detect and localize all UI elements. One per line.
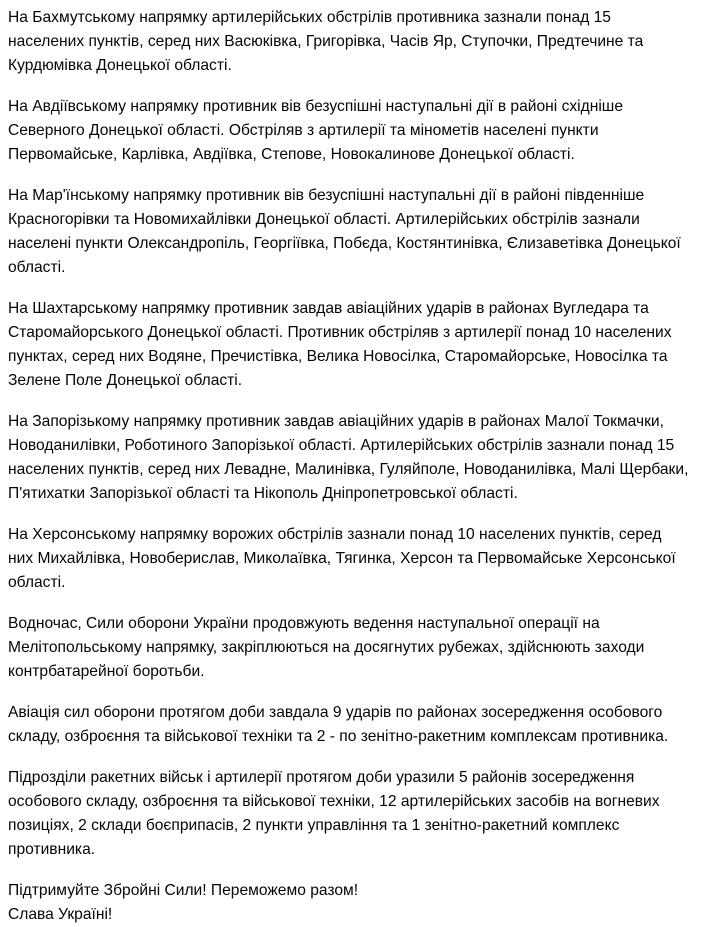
text-line: населених пунктів, серед них Васюківка, Григорівка, Часів Яр, Ступочки, Предтечине та — [8, 33, 644, 50]
text-line: складу, озброєння та військової техніки та 2 - по зенітно-ракетним комплексам противника. — [8, 728, 669, 745]
paragraph-marinka — [8, 184, 697, 280]
text-line: На Бахмутському напрямку артилерійських обстрілів противника зазнали понад 15 — [8, 9, 611, 26]
text-line: противника. — [8, 841, 96, 858]
text-line: пунктах, серед них Водяне, Пречистівка, Велика Новосілка, Старомайорське, Новосілка та — [8, 348, 668, 365]
text-line: них Михайлівка, Новоберислав, Миколаївка, Тягинка, Херсон та Первомайське Херсонської — [8, 550, 676, 567]
text-line: Авіація сил оборони протягом доби завдала 9 ударів по районах зосередження особового — [8, 704, 663, 721]
paragraph-aviation — [8, 701, 697, 749]
text-line: області. — [8, 259, 66, 276]
text-line: Новоданилівки, Роботиного Запорізької області. Артилерійських обстрілів зазнали понад 15 — [8, 437, 675, 454]
text-line: На Запорізькому напрямку противник завдав авіаційних ударів в районах Малої Токмачки, — [8, 413, 664, 430]
text-line: особового складу, озброєння та військової техніки, 12 артилерійських засобів на вогневих — [8, 793, 660, 810]
text-line: На Шахтарському напрямку противник завдав авіаційних ударів в районах Вугледара та — [8, 300, 649, 317]
paragraph-artillery — [8, 766, 697, 862]
text-line: Старомайорського Донецької області. Противник обстріляв з артилерії понад 10 населених — [8, 324, 672, 341]
text-line: Водночас, Сили оборони України продовжують ведення наступальної операції на — [8, 615, 600, 632]
paragraph-bakhmut — [8, 6, 697, 78]
text-line: населених пунктів, серед них Левадне, Малинівка, Гуляйполе, Новоданилівка, Малі Щербаки, — [8, 461, 689, 478]
text-line: На Авдіївському напрямку противник вів безуспішні наступальні дії в районі східніше — [8, 98, 623, 115]
text-line: Підтримуйте Збройні Сили! Переможемо разом! — [8, 882, 359, 899]
paragraph-avdiivka — [8, 95, 697, 167]
text-line: Мелітопольському напрямку, закріплюються на досягнутих рубежах, здійснюють заходи — [8, 639, 645, 656]
paragraph-shakhtarsk — [8, 297, 697, 393]
text-line: Красногорівки та Новомихайлівки Донецької області. Артилерійських обстрілів зазнали — [8, 211, 640, 228]
text-line: Северного Донецької області. Обстріляв з артилерії та мінометів населені пункти — [8, 122, 599, 139]
text-line: Зелене Поле Донецької області. — [8, 372, 243, 389]
paragraph-melitopol — [8, 612, 697, 684]
paragraph-closing — [8, 879, 697, 927]
text-line: Курдюмівка Донецької області. — [8, 57, 232, 74]
text-line: П'ятихатки Запорізької області та Нікополь Дніпропетровської області. — [8, 485, 518, 502]
text-line: На Мар'їнському напрямку противник вів безуспішні наступальні дії в районі південніше — [8, 187, 645, 204]
paragraph-kherson — [8, 523, 697, 595]
text-line: Слава Україні! — [8, 906, 113, 923]
text-line: Первомайське, Карлівка, Авдіївка, Степове, Новокалинове Донецької області. — [8, 146, 575, 163]
text-line: області. — [8, 574, 66, 591]
text-line: населені пункти Олександропіль, Георгіївка, Побєда, Костянтинівка, Єлизаветівка Донецької — [8, 235, 681, 252]
text-line: позиціях, 2 склади боєприпасів, 2 пункти управління та 1 зенітно-ракетний комплекс — [8, 817, 620, 834]
text-line: На Херсонському напрямку ворожих обстрілів зазнали понад 10 населених пунктів, серед — [8, 526, 662, 543]
text-line: Підрозділи ракетних військ і артилерії протягом доби уразили 5 районів зосередження — [8, 769, 635, 786]
paragraph-zaporizhzhia — [8, 410, 697, 506]
text-line: контрбатарейної боротьби. — [8, 663, 205, 680]
